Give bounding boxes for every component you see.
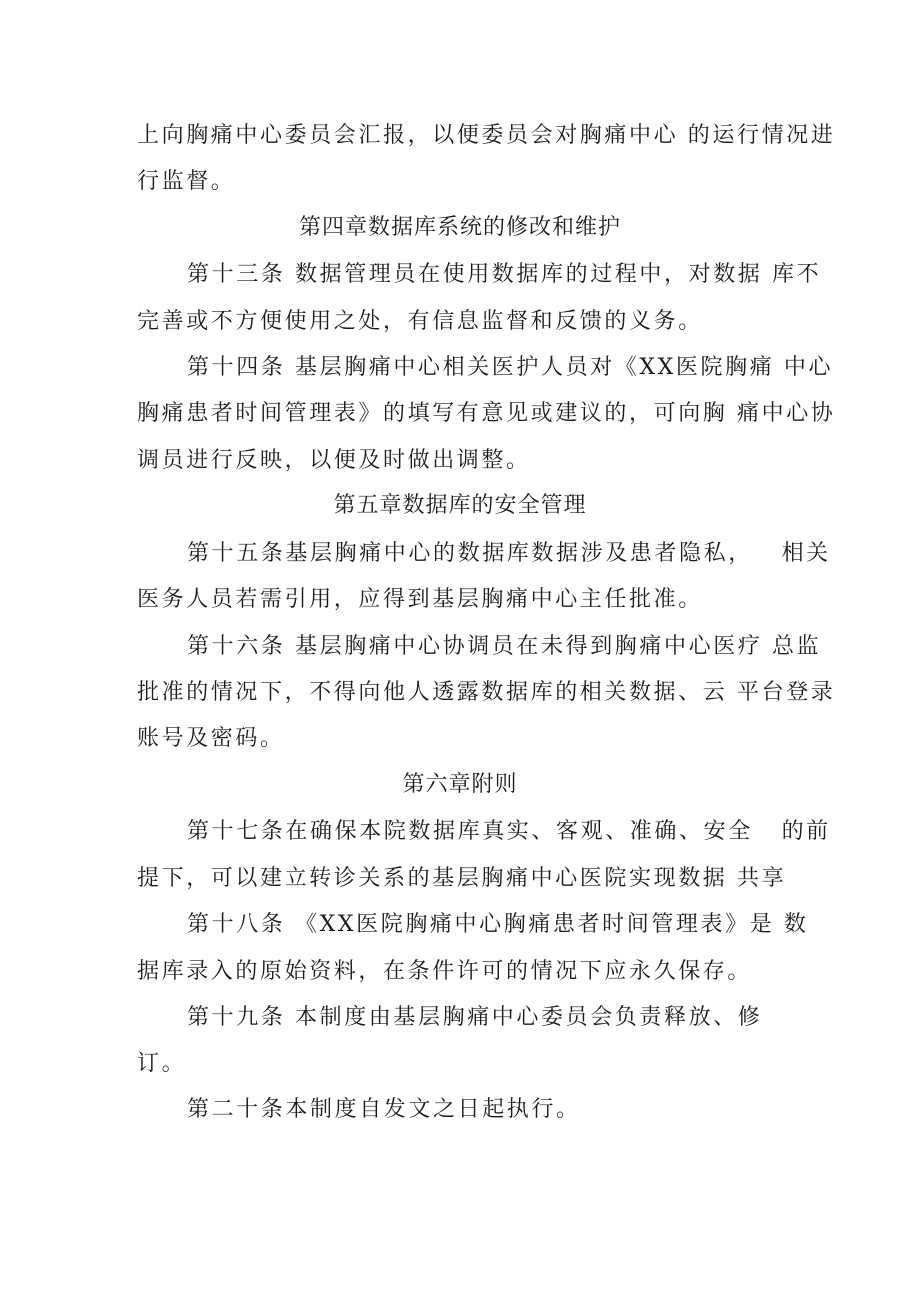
article-19-line-1: 第十九条 本制度由基层胸痛中心委员会负责释放、修 <box>187 1005 763 1030</box>
article-16-line-3: 账号及密码。 <box>137 726 285 751</box>
article-13-line-2: 完善或不方便使用之处，有信息监督和反馈的义务。 <box>137 309 703 334</box>
article-19-line-2: 订。 <box>137 1051 187 1076</box>
chapter-5-title: 第五章数据库的安全管理 <box>333 493 587 518</box>
article-14-line-1: 第十四条 基层胸痛中心相关医护人员对《XX医院胸痛 中心 <box>187 355 834 380</box>
chapter-4-title: 第四章数据库系统的修改和维护 <box>298 215 621 240</box>
article-15-line-2: 医务人员若需引用，应得到基层胸痛中心主任批准。 <box>137 587 703 612</box>
article-13-line-1: 第十三条 数据管理员在使用数据库的过程中，对数据 库不 <box>187 262 822 287</box>
intro-line-1: 上向胸痛中心委员会汇报，以便委员会对胸痛中心 的运行情况进 <box>137 123 836 148</box>
article-18-line-1: 第十八条 《XX医院胸痛中心胸痛患者时间管理表》是 数 <box>187 912 809 937</box>
article-15-line-1: 第十五条基层胸痛中心的数据库数据涉及患者隐私， 相关 <box>187 541 831 566</box>
article-20-line-1: 第二十条本制度自发文之日起执行。 <box>187 1097 581 1122</box>
chapter-6-title: 第六章附则 <box>402 772 518 797</box>
article-17-line-2: 提下，可以建立转诊关系的基层胸痛中心医院实现数据 共享 <box>137 866 787 891</box>
article-18-line-2: 据库录入的原始资料，在条件许可的情况下应永久保存。 <box>137 959 753 984</box>
article-14-line-3: 调员进行反映，以便及时做出调整。 <box>137 448 531 473</box>
article-16-line-1: 第十六条 基层胸痛中心协调员在未得到胸痛中心医疗 总监 <box>187 634 822 659</box>
intro-line-2: 行监督。 <box>137 169 236 194</box>
article-14-line-2: 胸痛患者时间管理表》的填写有意见或建议的，可向胸 痛中心协 <box>137 401 836 426</box>
article-17-line-1: 第十七条在确保本院数据库真实、客观、准确、安全 的前 <box>187 819 831 844</box>
article-16-line-2: 批准的情况下，不得向他人透露数据库的相关数据、云 平台登录 <box>137 680 836 705</box>
